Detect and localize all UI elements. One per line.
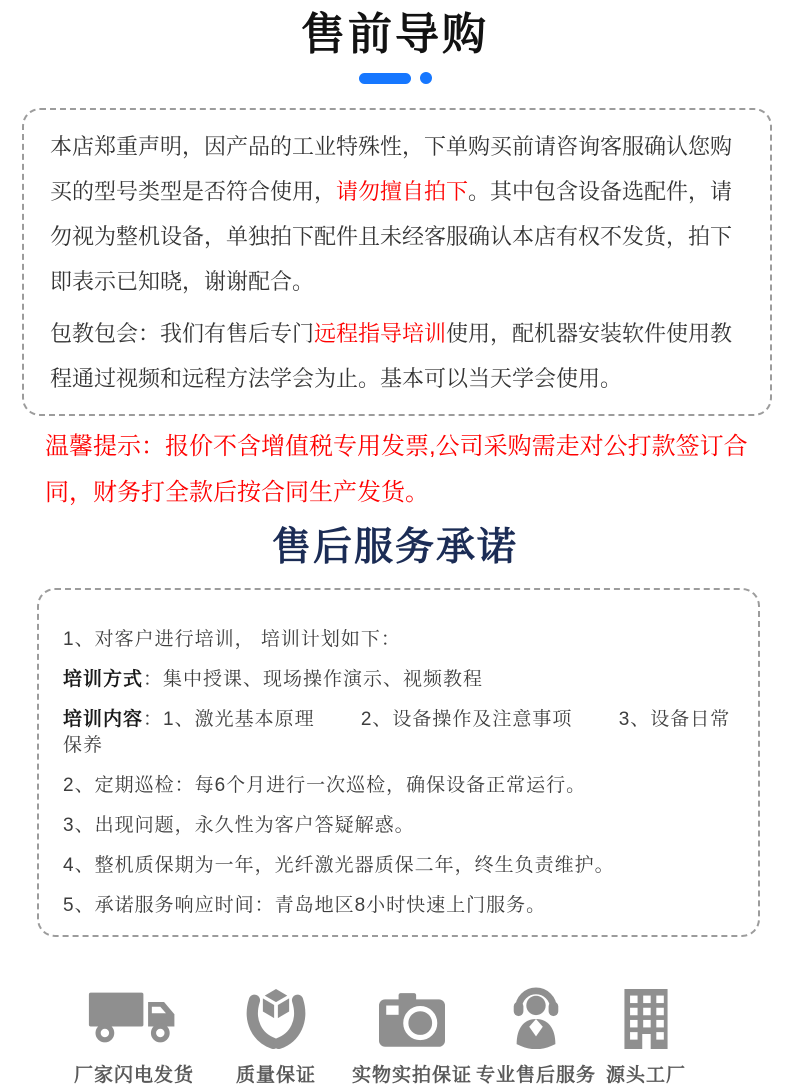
service-list-item: [63, 667, 740, 693]
feature-label: 专业售后服务: [475, 1065, 596, 1086]
factory-building-icon: [566, 983, 726, 1049]
service-item-text: 3、出现问题，永久性为客户答疑解惑。: [63, 815, 415, 836]
service-item-text: 5、承诺服务响应时间：青岛地区8小时快速上门服务。: [63, 895, 547, 916]
truck-icon: [54, 983, 214, 1049]
service-features-bar: [0, 983, 790, 1087]
p1-red-highlight: 请勿擅自拍下: [336, 179, 469, 204]
underline-dot: [420, 72, 432, 84]
notice-paragraph-1: [50, 124, 746, 304]
service-item-prefix: 培训内容: [63, 709, 144, 730]
title-underline: [0, 72, 790, 84]
service-item-text: ：1、激光基本原理 2、设备操作及注意事项 3、设备日常保养: [63, 709, 731, 756]
presale-title: 售前导购: [301, 10, 489, 59]
p2-text-after: 使用，配机器安装软件使用教程通过视频和远程方法学会为止。基本可以当天学会使用。: [50, 321, 733, 391]
p1-text-before: 本店郑重声明，因产品的工业特殊性，下单购买前请咨询客服确认您购买的型号类型是否符合使用，: [50, 134, 733, 204]
feature-label: 质量保证: [235, 1065, 316, 1086]
p2-red-highlight: 远程指导培训: [314, 321, 447, 346]
service-item-prefix: 培训方式: [63, 669, 144, 690]
p2-text-before: 包教包会：我们有售后专门: [50, 321, 315, 346]
aftersale-service-box: [37, 588, 760, 937]
service-list-item: [63, 627, 740, 653]
service-item-text: ：集中授课、现场操作演示、视频教程: [143, 669, 484, 690]
feature-label: 源头工厂: [605, 1065, 686, 1086]
p1-text-after: 。其中包含设备选配件，请勿视为整机设备，单独拍下配件且未经客服确认本店有权不发货，拍下即表示已知晓，谢谢配合。: [50, 179, 733, 294]
service-item-text: 2、定期巡检：每6个月进行一次巡检，确保设备正常运行。: [63, 775, 587, 796]
feature-shipping: [54, 983, 214, 1087]
service-list-item: [63, 773, 740, 799]
service-list-item: [63, 707, 740, 759]
service-list-item: [63, 853, 740, 879]
service-list-item: [63, 813, 740, 839]
notice-paragraph-2: [50, 311, 746, 401]
service-item-text: 1、对客户进行培训， 培训计划如下：: [63, 629, 401, 650]
aftersale-title: 售后服务承诺: [271, 526, 518, 569]
service-item-text: 4、整机质保期为一年，光纤激光器质保二年，终生负责维护。: [63, 855, 615, 876]
presale-notice-box: [22, 108, 772, 416]
feature-label: 厂家闪电发货: [73, 1065, 194, 1086]
warm-tip-text: 温馨提示：报价不含增值税专用发票,公司采购需走对公打款签订合同，财务打全款后按合同生产发货。: [45, 433, 748, 506]
feature-factory: [566, 983, 726, 1087]
underline-bar: [359, 73, 411, 84]
service-list-item: [63, 893, 740, 919]
feature-label: 实物实拍保证: [351, 1065, 472, 1086]
